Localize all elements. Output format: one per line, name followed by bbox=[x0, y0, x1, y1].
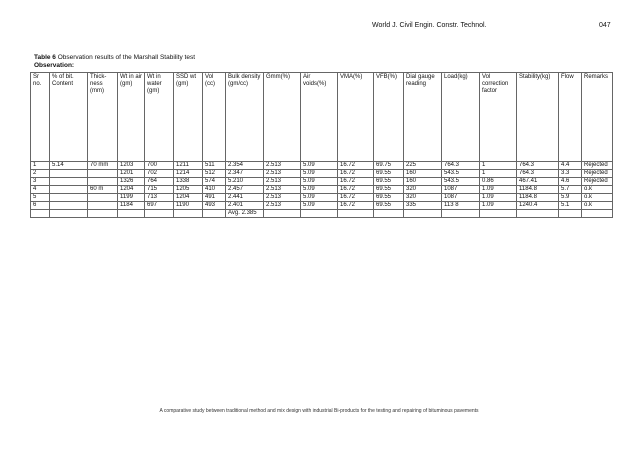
table-cell: 16.72 bbox=[338, 170, 374, 178]
table-row bbox=[31, 162, 613, 170]
table-body bbox=[31, 162, 613, 218]
table-cell bbox=[582, 210, 613, 218]
table-cell: 574 bbox=[203, 178, 226, 186]
table-cell: 1203 bbox=[118, 162, 145, 170]
table-cell: 160 bbox=[404, 178, 442, 186]
table-cell: 2 bbox=[31, 170, 50, 178]
table-cell: 2.354 bbox=[226, 162, 264, 170]
table-cell: 320 bbox=[404, 194, 442, 202]
table-cell: 0.86 bbox=[480, 178, 517, 186]
table-cell: 335 bbox=[404, 202, 442, 210]
caption-label: Table 6 bbox=[34, 54, 56, 61]
column-header: Thick-ness (mm) bbox=[88, 73, 118, 162]
table-cell: 1184 bbox=[118, 202, 145, 210]
table-cell: 1 bbox=[31, 162, 50, 170]
table-cell: 1204 bbox=[174, 194, 203, 202]
table-cell bbox=[404, 210, 442, 218]
column-header: Bulk density (gm/cc) bbox=[226, 73, 264, 162]
table-cell: 1201 bbox=[118, 170, 145, 178]
table-cell: 5.09 bbox=[301, 162, 338, 170]
table-cell: 2.513 bbox=[264, 170, 301, 178]
table-cell: 702 bbox=[145, 170, 174, 178]
table-cell bbox=[88, 194, 118, 202]
journal-name: World J. Civil Engin. Constr. Technol. bbox=[372, 22, 487, 29]
table-cell: 1190 bbox=[174, 202, 203, 210]
table-cell: 4.4 bbox=[559, 162, 582, 170]
table-cell: 2.401 bbox=[226, 202, 264, 210]
table-cell bbox=[559, 210, 582, 218]
table-row bbox=[31, 178, 613, 186]
table-cell: Avg. 2.385 bbox=[226, 210, 264, 218]
table-cell: 320 bbox=[404, 186, 442, 194]
table-cell: 16.72 bbox=[338, 186, 374, 194]
column-header: Air voids(%) bbox=[301, 73, 338, 162]
table-row bbox=[31, 170, 613, 178]
table-cell bbox=[442, 210, 480, 218]
table-cell: 1087 bbox=[442, 194, 480, 202]
subheading: Observation: bbox=[34, 62, 75, 69]
column-header: SSD wt (gm) bbox=[174, 73, 203, 162]
table-cell: 1.09 bbox=[480, 186, 517, 194]
table-cell: 700 bbox=[145, 162, 174, 170]
table-cell: Rejected bbox=[582, 178, 613, 186]
table-cell: 697 bbox=[145, 202, 174, 210]
table-cell bbox=[517, 210, 559, 218]
table-cell: 764.3 bbox=[517, 162, 559, 170]
table-cell: 160 bbox=[404, 170, 442, 178]
column-header: Load(kg) bbox=[442, 73, 480, 162]
table-cell: 1199 bbox=[118, 194, 145, 202]
column-header: % of bit. Content bbox=[50, 73, 88, 162]
table-cell: 5.9 bbox=[559, 194, 582, 202]
table-cell: 1326 bbox=[118, 178, 145, 186]
table-cell: 5.09 bbox=[301, 202, 338, 210]
table-cell: 713 bbox=[145, 194, 174, 202]
table-cell: 543.5 bbox=[442, 178, 480, 186]
table-cell: 1 bbox=[480, 162, 517, 170]
table-cell bbox=[50, 178, 88, 186]
table-cell: 512 bbox=[203, 170, 226, 178]
table-cell bbox=[203, 210, 226, 218]
table-cell: 1.09 bbox=[480, 194, 517, 202]
table-cell: 113 8 bbox=[442, 202, 480, 210]
table-cell: 16.72 bbox=[338, 178, 374, 186]
table-row bbox=[31, 202, 613, 210]
table-cell: 5.09 bbox=[301, 194, 338, 202]
caption-text: Observation results of the Marshall Stability test bbox=[57, 54, 196, 61]
table-cell: Rejected bbox=[582, 170, 613, 178]
table-cell: 69.55 bbox=[374, 178, 404, 186]
running-head bbox=[0, 22, 638, 34]
table-cell bbox=[50, 186, 88, 194]
table-cell: 69.55 bbox=[374, 202, 404, 210]
table-cell: 2.513 bbox=[264, 178, 301, 186]
table-cell: 16.72 bbox=[338, 162, 374, 170]
table-cell bbox=[88, 170, 118, 178]
table-cell: 5.1 bbox=[559, 202, 582, 210]
table-cell: 1211 bbox=[174, 162, 203, 170]
table-cell: 1184.8 bbox=[517, 194, 559, 202]
table-cell: 69.55 bbox=[374, 194, 404, 202]
table-cell bbox=[338, 210, 374, 218]
table-cell: 1240.4 bbox=[517, 202, 559, 210]
table-cell: 493 bbox=[203, 202, 226, 210]
table-cell: 5.09 bbox=[301, 178, 338, 186]
page-number: 047 bbox=[599, 22, 611, 29]
table-cell bbox=[480, 210, 517, 218]
table-row bbox=[31, 194, 613, 202]
table-cell: 5 bbox=[31, 194, 50, 202]
table-cell: 1 bbox=[480, 170, 517, 178]
table-cell: o.k bbox=[582, 194, 613, 202]
table-cell: 1338 bbox=[174, 178, 203, 186]
table-cell: 1184.8 bbox=[517, 186, 559, 194]
table-cell bbox=[88, 202, 118, 210]
table-cell: 491 bbox=[203, 194, 226, 202]
table-cell: 5.09 bbox=[301, 170, 338, 178]
table-cell: o.k bbox=[582, 202, 613, 210]
table-cell bbox=[118, 210, 145, 218]
table-cell: 764.3 bbox=[517, 170, 559, 178]
column-header: Wt in water (gm) bbox=[145, 73, 174, 162]
table-cell: 5.210 bbox=[226, 178, 264, 186]
table-cell: 1.09 bbox=[480, 202, 517, 210]
table-caption bbox=[34, 53, 195, 62]
page-footer: A comparative study between traditional method and mix design with industrial Bi-products for the testing and repairing of bituminous pavements bbox=[159, 408, 479, 414]
table-cell: 2.441 bbox=[226, 194, 264, 202]
table-cell: 715 bbox=[145, 186, 174, 194]
column-header: Flow bbox=[559, 73, 582, 162]
table-header bbox=[31, 73, 613, 162]
table-cell: 3.3 bbox=[559, 170, 582, 178]
table-row bbox=[31, 210, 613, 218]
table-cell: 3 bbox=[31, 178, 50, 186]
table-cell: 1204 bbox=[118, 186, 145, 194]
table-cell bbox=[264, 210, 301, 218]
column-header: Vol correction factor bbox=[480, 73, 517, 162]
table-cell: 467.41 bbox=[517, 178, 559, 186]
table-cell: 764.3 bbox=[442, 162, 480, 170]
table-cell: 16.72 bbox=[338, 194, 374, 202]
table-cell: 1205 bbox=[174, 186, 203, 194]
column-header: VMA(%) bbox=[338, 73, 374, 162]
table-cell: 4.6 bbox=[559, 178, 582, 186]
table-cell: 69.55 bbox=[374, 170, 404, 178]
table-cell bbox=[50, 210, 88, 218]
table-cell: 1214 bbox=[174, 170, 203, 178]
table-cell: 5.14 bbox=[50, 162, 88, 170]
table-cell: 2.513 bbox=[264, 162, 301, 170]
table-cell: 4 bbox=[31, 186, 50, 194]
table-cell: o.k bbox=[582, 186, 613, 194]
table-cell: 764 bbox=[145, 178, 174, 186]
table-cell bbox=[374, 210, 404, 218]
table-cell: 511 bbox=[203, 162, 226, 170]
column-header: Wt in air (gm) bbox=[118, 73, 145, 162]
table-cell bbox=[174, 210, 203, 218]
table-cell: 69.75 bbox=[374, 162, 404, 170]
table-cell bbox=[50, 202, 88, 210]
table-cell: 2.513 bbox=[264, 202, 301, 210]
table-cell bbox=[301, 210, 338, 218]
table-cell: 410 bbox=[203, 186, 226, 194]
table-cell: 225 bbox=[404, 162, 442, 170]
table-cell: 2.513 bbox=[264, 194, 301, 202]
table-cell: 5.7 bbox=[559, 186, 582, 194]
table-cell: 6 bbox=[31, 202, 50, 210]
table-cell: 1087 bbox=[442, 186, 480, 194]
column-header: VFB(%) bbox=[374, 73, 404, 162]
column-header: Stability(kg) bbox=[517, 73, 559, 162]
table-cell: 5.09 bbox=[301, 186, 338, 194]
table-cell: 60 m bbox=[88, 186, 118, 194]
table-cell bbox=[50, 194, 88, 202]
column-header: Remarks bbox=[582, 73, 613, 162]
column-header: Vol (cc) bbox=[203, 73, 226, 162]
table-cell: 70 mm bbox=[88, 162, 118, 170]
column-header: Gmm(%) bbox=[264, 73, 301, 162]
table-cell: Rejected bbox=[582, 162, 613, 170]
table-cell bbox=[50, 170, 88, 178]
table-cell: 2.513 bbox=[264, 186, 301, 194]
table-cell bbox=[31, 210, 50, 218]
table-cell bbox=[88, 210, 118, 218]
table-row bbox=[31, 186, 613, 194]
table-cell bbox=[145, 210, 174, 218]
table-cell: 16.72 bbox=[338, 202, 374, 210]
table-cell bbox=[88, 178, 118, 186]
table-cell: 543.5 bbox=[442, 170, 480, 178]
table-cell: 69.55 bbox=[374, 186, 404, 194]
observation-table bbox=[30, 72, 613, 218]
column-header: Sr no. bbox=[31, 73, 50, 162]
table-cell: 2.457 bbox=[226, 186, 264, 194]
table-cell: 2.347 bbox=[226, 170, 264, 178]
column-header: Dial gauge reading bbox=[404, 73, 442, 162]
